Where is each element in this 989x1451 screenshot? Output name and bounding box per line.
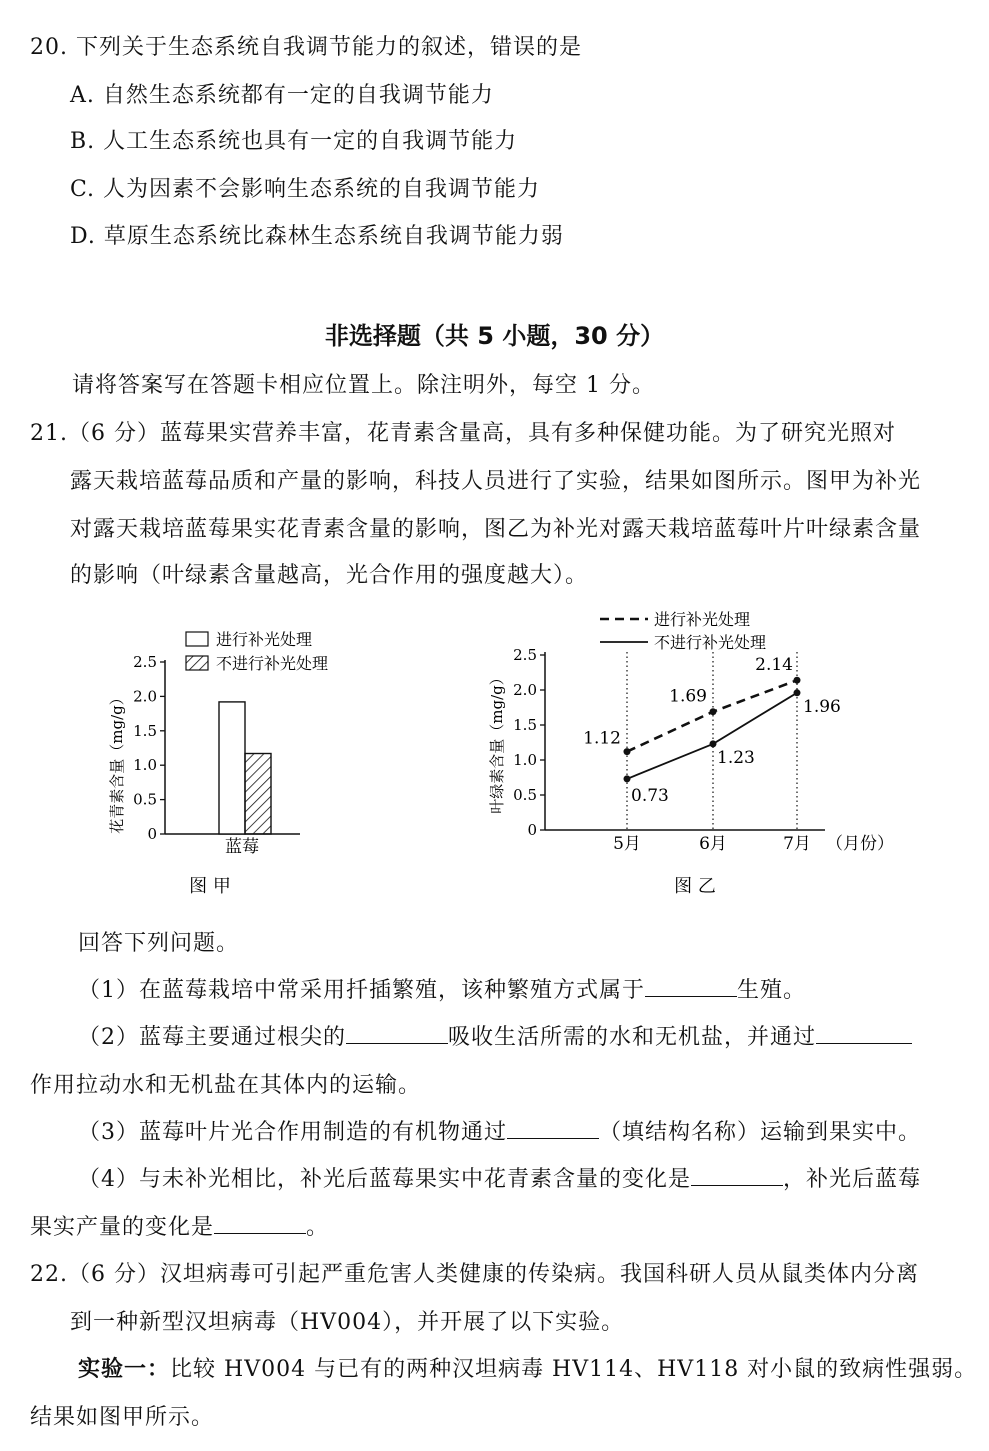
data-point bbox=[710, 740, 717, 747]
x-axis-unit: （月份） bbox=[826, 834, 894, 854]
q21-sub3-text-a: （3）蓝莓叶片光合作用制造的有机物通过 bbox=[78, 1120, 507, 1145]
q21-sub4-text-c: 果实产量的变化是 bbox=[30, 1215, 215, 1240]
x-tick-label: 6月 bbox=[699, 834, 727, 854]
q21-sub1 bbox=[78, 973, 806, 1004]
q21-sub2-text-a: （2）蓝莓主要通过根尖的 bbox=[78, 1025, 346, 1050]
q22-line-4: 结果如图甲所示。 bbox=[30, 1405, 215, 1430]
y-tick-label: 2.0 bbox=[513, 681, 537, 699]
answer-blank-3[interactable] bbox=[816, 1023, 912, 1044]
answer-blank-4[interactable] bbox=[507, 1118, 599, 1139]
q22-line-1: 22.（6 分）汉坦病毒可引起严重危害人类健康的传染病。我国科研人员从鼠类体内分离 bbox=[30, 1262, 919, 1287]
y-tick-label: 1.0 bbox=[513, 751, 537, 769]
q21-sub2-cont: 作用拉动水和无机盐在其体内的运输。 bbox=[30, 1073, 422, 1098]
q21-sub4-text-d: 。 bbox=[306, 1215, 330, 1240]
legend-swatch-nolight bbox=[186, 656, 208, 670]
q20-stem: 20. 下列关于生态系统自我调节能力的叙述，错误的是 bbox=[30, 35, 582, 60]
q21-sub3 bbox=[78, 1115, 921, 1146]
data-label: 1.69 bbox=[669, 686, 707, 707]
q22-experiment-text: 比较 HV004 与已有的两种汉坦病毒 HV114、HV118 对小鼠的致病性强弱。 bbox=[170, 1357, 978, 1382]
q21-sub4-text-a: （4）与未补光相比，补光后蓝莓果实中花青素含量的变化是 bbox=[78, 1167, 691, 1192]
data-label: 1.12 bbox=[583, 728, 621, 749]
legend-label-light: 进行补光处理 bbox=[216, 630, 313, 649]
y-tick-label: 2.5 bbox=[133, 653, 157, 671]
q20-option-a: A. 自然生态系统都有一定的自我调节能力 bbox=[70, 83, 494, 108]
legend-label-solid: 不进行补光处理 bbox=[654, 633, 767, 652]
q22-experiment-1 bbox=[78, 1352, 977, 1383]
data-point bbox=[794, 677, 801, 684]
y-tick-label: 0 bbox=[527, 821, 537, 839]
y-tick-label: 0.5 bbox=[133, 790, 157, 809]
data-point bbox=[710, 708, 717, 715]
q22-experiment-label: 实验一： bbox=[78, 1357, 171, 1382]
chart-jia bbox=[100, 620, 390, 900]
data-point bbox=[794, 689, 801, 696]
legend-label-nolight: 不进行补光处理 bbox=[216, 654, 329, 673]
q21-sub4-text-b: ，补光后蓝莓 bbox=[783, 1167, 922, 1192]
x-tick-label: 7月 bbox=[783, 834, 811, 854]
y-tick-label: 0 bbox=[147, 825, 157, 843]
q20-option-d: D. 草原生态系统比森林生态系统自我调节能力弱 bbox=[70, 224, 564, 249]
data-label: 1.23 bbox=[717, 747, 755, 768]
answer-blank-6[interactable] bbox=[214, 1213, 306, 1234]
q21-line-2: 露天栽培蓝莓品质和产量的影响，科技人员进行了实验，结果如图所示。图甲为补光 bbox=[70, 469, 922, 494]
q21-sub1-text-a: （1）在蓝莓栽培中常采用扦插繁殖，该种繁殖方式属于 bbox=[78, 978, 645, 1003]
q22-line-2: 到一种新型汉坦病毒（HV004），并开展了以下实验。 bbox=[70, 1310, 625, 1335]
q20-option-c: C. 人为因素不会影响生态系统的自我调节能力 bbox=[70, 177, 541, 202]
data-label: 0.73 bbox=[631, 785, 669, 806]
chart-yi-caption: 图 乙 bbox=[674, 876, 716, 897]
answer-blank-2[interactable] bbox=[346, 1023, 448, 1044]
q20-option-b: B. 人工生态系统也具有一定的自我调节能力 bbox=[70, 129, 518, 154]
y-axis-label: 叶绿素含量（mg/g） bbox=[488, 670, 506, 814]
q21-sub3-text-b: （填结构名称）运输到果实中。 bbox=[599, 1120, 922, 1145]
legend-label-dashed: 进行补光处理 bbox=[654, 610, 751, 629]
q21-sub2-text-b: 吸收生活所需的水和无机盐，并通过 bbox=[448, 1025, 817, 1050]
data-label: 2.14 bbox=[755, 655, 793, 676]
answer-blank-5[interactable] bbox=[691, 1165, 783, 1186]
section-heading: 非选择题（共 5 小题，30 分） bbox=[324, 322, 665, 350]
series-line-no-light bbox=[627, 693, 797, 779]
q21-line-1: 21.（6 分）蓝莓果实营养丰富，花青素含量高，具有多种保健功能。为了研究光照对 bbox=[30, 421, 896, 446]
bar-light-treatment bbox=[219, 702, 245, 834]
y-tick-label: 2.0 bbox=[133, 687, 157, 706]
data-point bbox=[624, 748, 631, 755]
y-tick-label: 1.5 bbox=[133, 721, 157, 740]
y-tick-label: 1.0 bbox=[133, 756, 157, 775]
x-tick-label: 5月 bbox=[613, 834, 641, 854]
y-axis-label: 花青素含量（mg/g） bbox=[108, 690, 126, 834]
q21-sub4-cont bbox=[30, 1210, 329, 1241]
chart-jia-caption: 图 甲 bbox=[189, 876, 231, 897]
y-tick-label: 2.5 bbox=[513, 646, 537, 664]
y-tick-label: 0.5 bbox=[513, 786, 537, 804]
legend-swatch-light bbox=[186, 632, 208, 646]
answer-blank-1[interactable] bbox=[645, 976, 737, 997]
q21-line-3: 对露天栽培蓝莓果实花青素含量的影响，图乙为补光对露天栽培蓝莓叶片叶绿素含量 bbox=[70, 517, 922, 542]
section-instruction: 请将答案写在答题卡相应位置上。除注明外，每空 1 分。 bbox=[72, 373, 655, 398]
q21-prompt: 回答下列问题。 bbox=[78, 931, 240, 956]
x-category-label: 蓝莓 bbox=[225, 837, 259, 857]
data-point bbox=[624, 775, 631, 782]
q21-sub2 bbox=[78, 1020, 912, 1051]
q21-sub1-text-b: 生殖。 bbox=[737, 978, 807, 1003]
chart-yi bbox=[480, 600, 910, 900]
y-tick-label: 1.5 bbox=[513, 716, 537, 734]
q21-line-4: 的影响（叶绿素含量越高，光合作用的强度越大）。 bbox=[70, 563, 589, 588]
bar-no-light-treatment bbox=[245, 754, 271, 834]
q21-sub4 bbox=[78, 1162, 921, 1193]
data-label: 1.96 bbox=[803, 696, 841, 717]
